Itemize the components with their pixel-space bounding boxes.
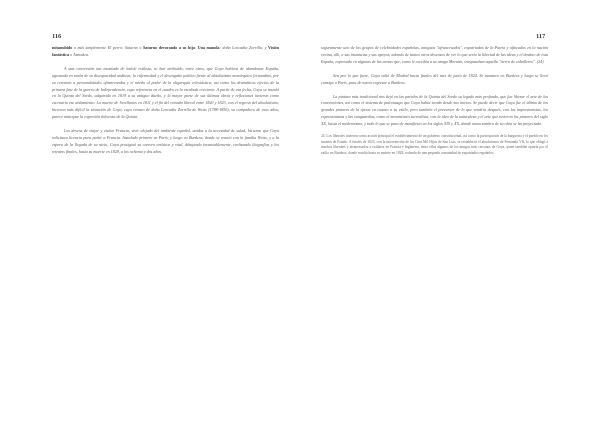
page-number-left: 116 xyxy=(52,33,62,40)
right-paragraph-2: Sea por lo que fuere, Goya salió de Madrid hacia finales del mes de junio de 1824. Se mantuvo en Burdeos y luego se llevó consigo a París, para de nuevo regresar a Burdeos. xyxy=(321,72,548,85)
intro-text-3: : doña Leocadia Zorrilla, y xyxy=(219,45,268,50)
left-intro-paragraph xyxy=(52,45,279,59)
intro-bold-4: Visión fantástica xyxy=(52,45,279,57)
right-paragraph-3: La pintura más tradicional nos dejó en las paredes de la Quinta del Sordo su legado más profundo, que fue liberar el arte de las convenciones, así como el sistema de patronazgo que Goya había tenido desde sus inicios. Se puede decir que Goya fue el último de los grandes pintores de la época en cuanto a su estilo, pero también el precursor de lo que vendría después, con los impresionistas, los expresionistas y las vanguardias, como el movimiento surrealista, con la idea de la naturaleza y el arte que tuvieron los pintores del siglo XX, hasta el modernismo, y todo lo que se puso de manifiesto en los siglos XIX y XX, donde tanta sombra de su obra se ha proyectado. xyxy=(321,93,548,127)
intro-text-2: ; xyxy=(194,45,198,50)
intro-bold-3: Una manola xyxy=(197,45,220,50)
intro-bold-1: mitanubido xyxy=(52,45,73,50)
intro-bold-2: Saturno devorando a su hijo xyxy=(143,45,195,50)
right-paragraph-1: seguramente uno de los grupos de celebridades españolas, antiguos "afrancesados", expatriados de la Patria y afincados en la nación vecina, allí, a sus instancias y sus apoyos, además de tantos otros deseosos de ver lo que sería la libertad de las ideas y el destino de esta España, expresado en algunas de las cartas que, como le escribía a su amigo Moratín, traspasaban aquella "tierra de caballeros". (24) xyxy=(321,45,548,64)
intro-text-4: o Asmodea. xyxy=(69,51,90,57)
left-paragraph-2: A una conversión tan inusitada de índole estilista, se han atribuido, entre otros, que Goya hubiera de abandonar España, agravada en razón de su discapacidad auditiva, la enfermedad y el desengaño político frente al absolutismo monárquico fernandino, por su cercanía a personalidades afrancesadas y el miedo al poder de la oligarquía eclesiástica; así como los dramáticos efectos de la primera fase de la guerra de Independencia, cuya referencia en el cuadro es la escalada creciente. A partir de esa fecha, Goya se instaló en la Quinta del Sordo, adquirida en 1819 a su antiguo dueño, y la mayor parte de sus últimas obras y reflexiones tuvieron como escenario ese aislamiento. La muerte de Jovellanos en 1811 y el fin del reinado liberal entre 1820 y 1823, con el regreso del absolutismo, hicieron más difícil la situación de Goya, cuyo retrato de doña Leocadia Zorrilla de Weiss (1788-1856), su compañera de esos años, parece anticipar la expresión dolorosa de la Quinta. xyxy=(52,65,279,120)
page-number-right: 117 xyxy=(536,33,546,40)
footnote: 24. Los liberales tuvieron como acción principal el establecimiento de un gobierno constitucional, así como la participación de la burguesía y el pueblo en los asuntos de Estado. A finales de 1823, con la intervención de los Cien Mil Hijos de San Luis, se restableció el absolutismo de Fernando VII, lo que obligó a muchos liberales y afrancesados a exiliarse en Francia e Inglaterra, entre ellos algunos de los amigos más cercanos de Goya, quien también optaría por el exilio en Burdeos, donde residió hasta su muerte en 1828, rodeado de una pequeña comunidad de expatriados españoles. xyxy=(321,134,548,155)
left-paragraph-3: Los deseos de viajar y visitar Francia, vivir alejado del ambiente español, unidos a la necesidad de salud, hicieron que Goya solicitara licencia para partir a Francia. Instalado primero en París, y luego en Burdeos, donde se reunió con la familia Weiss, y a la espera de la llegada de su nieto, Goya prosiguió su carrera artística y vital, dibujando incansablemente, realizando litografías y los retratos finales, hasta su muerte en 1828, a los ochenta y dos años. xyxy=(52,128,279,154)
intro-text-1: o más simplemente El perro; Saturno o xyxy=(72,45,144,50)
right-page-body xyxy=(321,45,548,156)
left-page-body xyxy=(52,45,279,156)
